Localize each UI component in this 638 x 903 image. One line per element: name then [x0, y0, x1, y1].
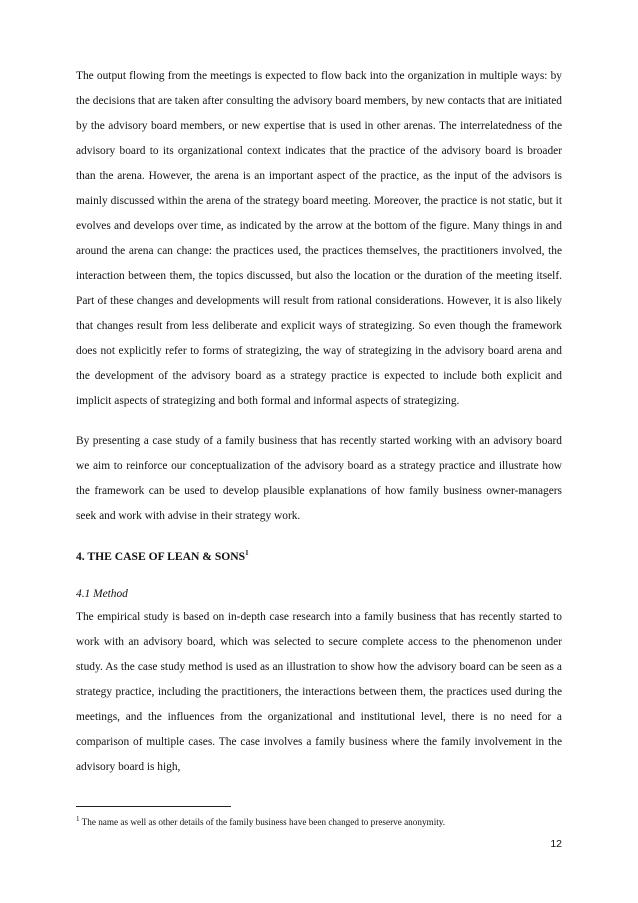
section-heading-text: 4. THE CASE OF LEAN & SONS [76, 550, 246, 563]
footnote-divider [76, 806, 231, 807]
footnote-marker: 1 [76, 814, 80, 823]
section-heading [76, 544, 562, 569]
footnote-reference: 1 [245, 549, 249, 558]
page-number: 12 [550, 838, 562, 850]
footnote-text: The name as well as other details of the family business have been changed to preserve anonymity. [79, 817, 446, 827]
footnote [76, 815, 562, 829]
subsection-heading: 4.1 Method [76, 588, 128, 600]
paragraph-output-flow: The output flowing from the meetings is expected to flow back into the organization in multiple ways: by the decisions that are taken after consulting the advisory board members, by new contacts that are initiated by the advisory board members, or new expertise that is used in other arenas. The interrelatedness of the advisory board to its organizational context indicates that the practice of the advisory board is broader than the arena. However, the arena is an important aspect of the practice, as the input of the advisors is mainly discussed within the arena of the strategy board meeting. Moreover, the practice is not static, but it evolves and develops over time, as indicated by the arrow at the bottom of the figure. Many things in and around the arena can change: the practices used, the practices themselves, the practitioners involved, the interaction between them, the topics discussed, but also the location or the duration of the meeting itself. Part of these changes and developments will result from rational considerations. However, it is also likely that changes result from less deliberate and explicit ways of strategizing. So even though the framework does not explicitly refer to forms of strategizing, the way of strategizing in the advisory board arena and the development of the advisory board as a strategy practice is expected to include both explicit and implicit aspects of strategizing and both formal and informal aspects of strategizing. [76, 70, 562, 407]
paragraph-case-study-intro: By presenting a case study of a family business that has recently started working with an advisory board we aim to reinforce our conceptualization of the advisory board as a strategy practice and illustrate how the framework can be used to develop plausible explanations of how family business owner-managers seek and work with advise in their strategy work. [76, 435, 562, 522]
paragraph-gap [76, 529, 562, 544]
paragraph-method: The empirical study is based on in-depth case research into a family business that has recently started to work with an advisory board, which was selected to secure complete access to the phenomenon under study. As the case study method is used as an illustration to show how the advisory board can be seen as a strategy practice, including the practitioners, the interactions between them, the practices used during the meetings, and the influences from the organizational and institutional level, there is no need for a comparison of multiple cases. The case involves a family business where the family involvement in the advisory board is high, [76, 611, 562, 773]
paragraph-gap [76, 414, 562, 429]
page-content [76, 64, 562, 780]
paragraph-gap [76, 569, 562, 584]
